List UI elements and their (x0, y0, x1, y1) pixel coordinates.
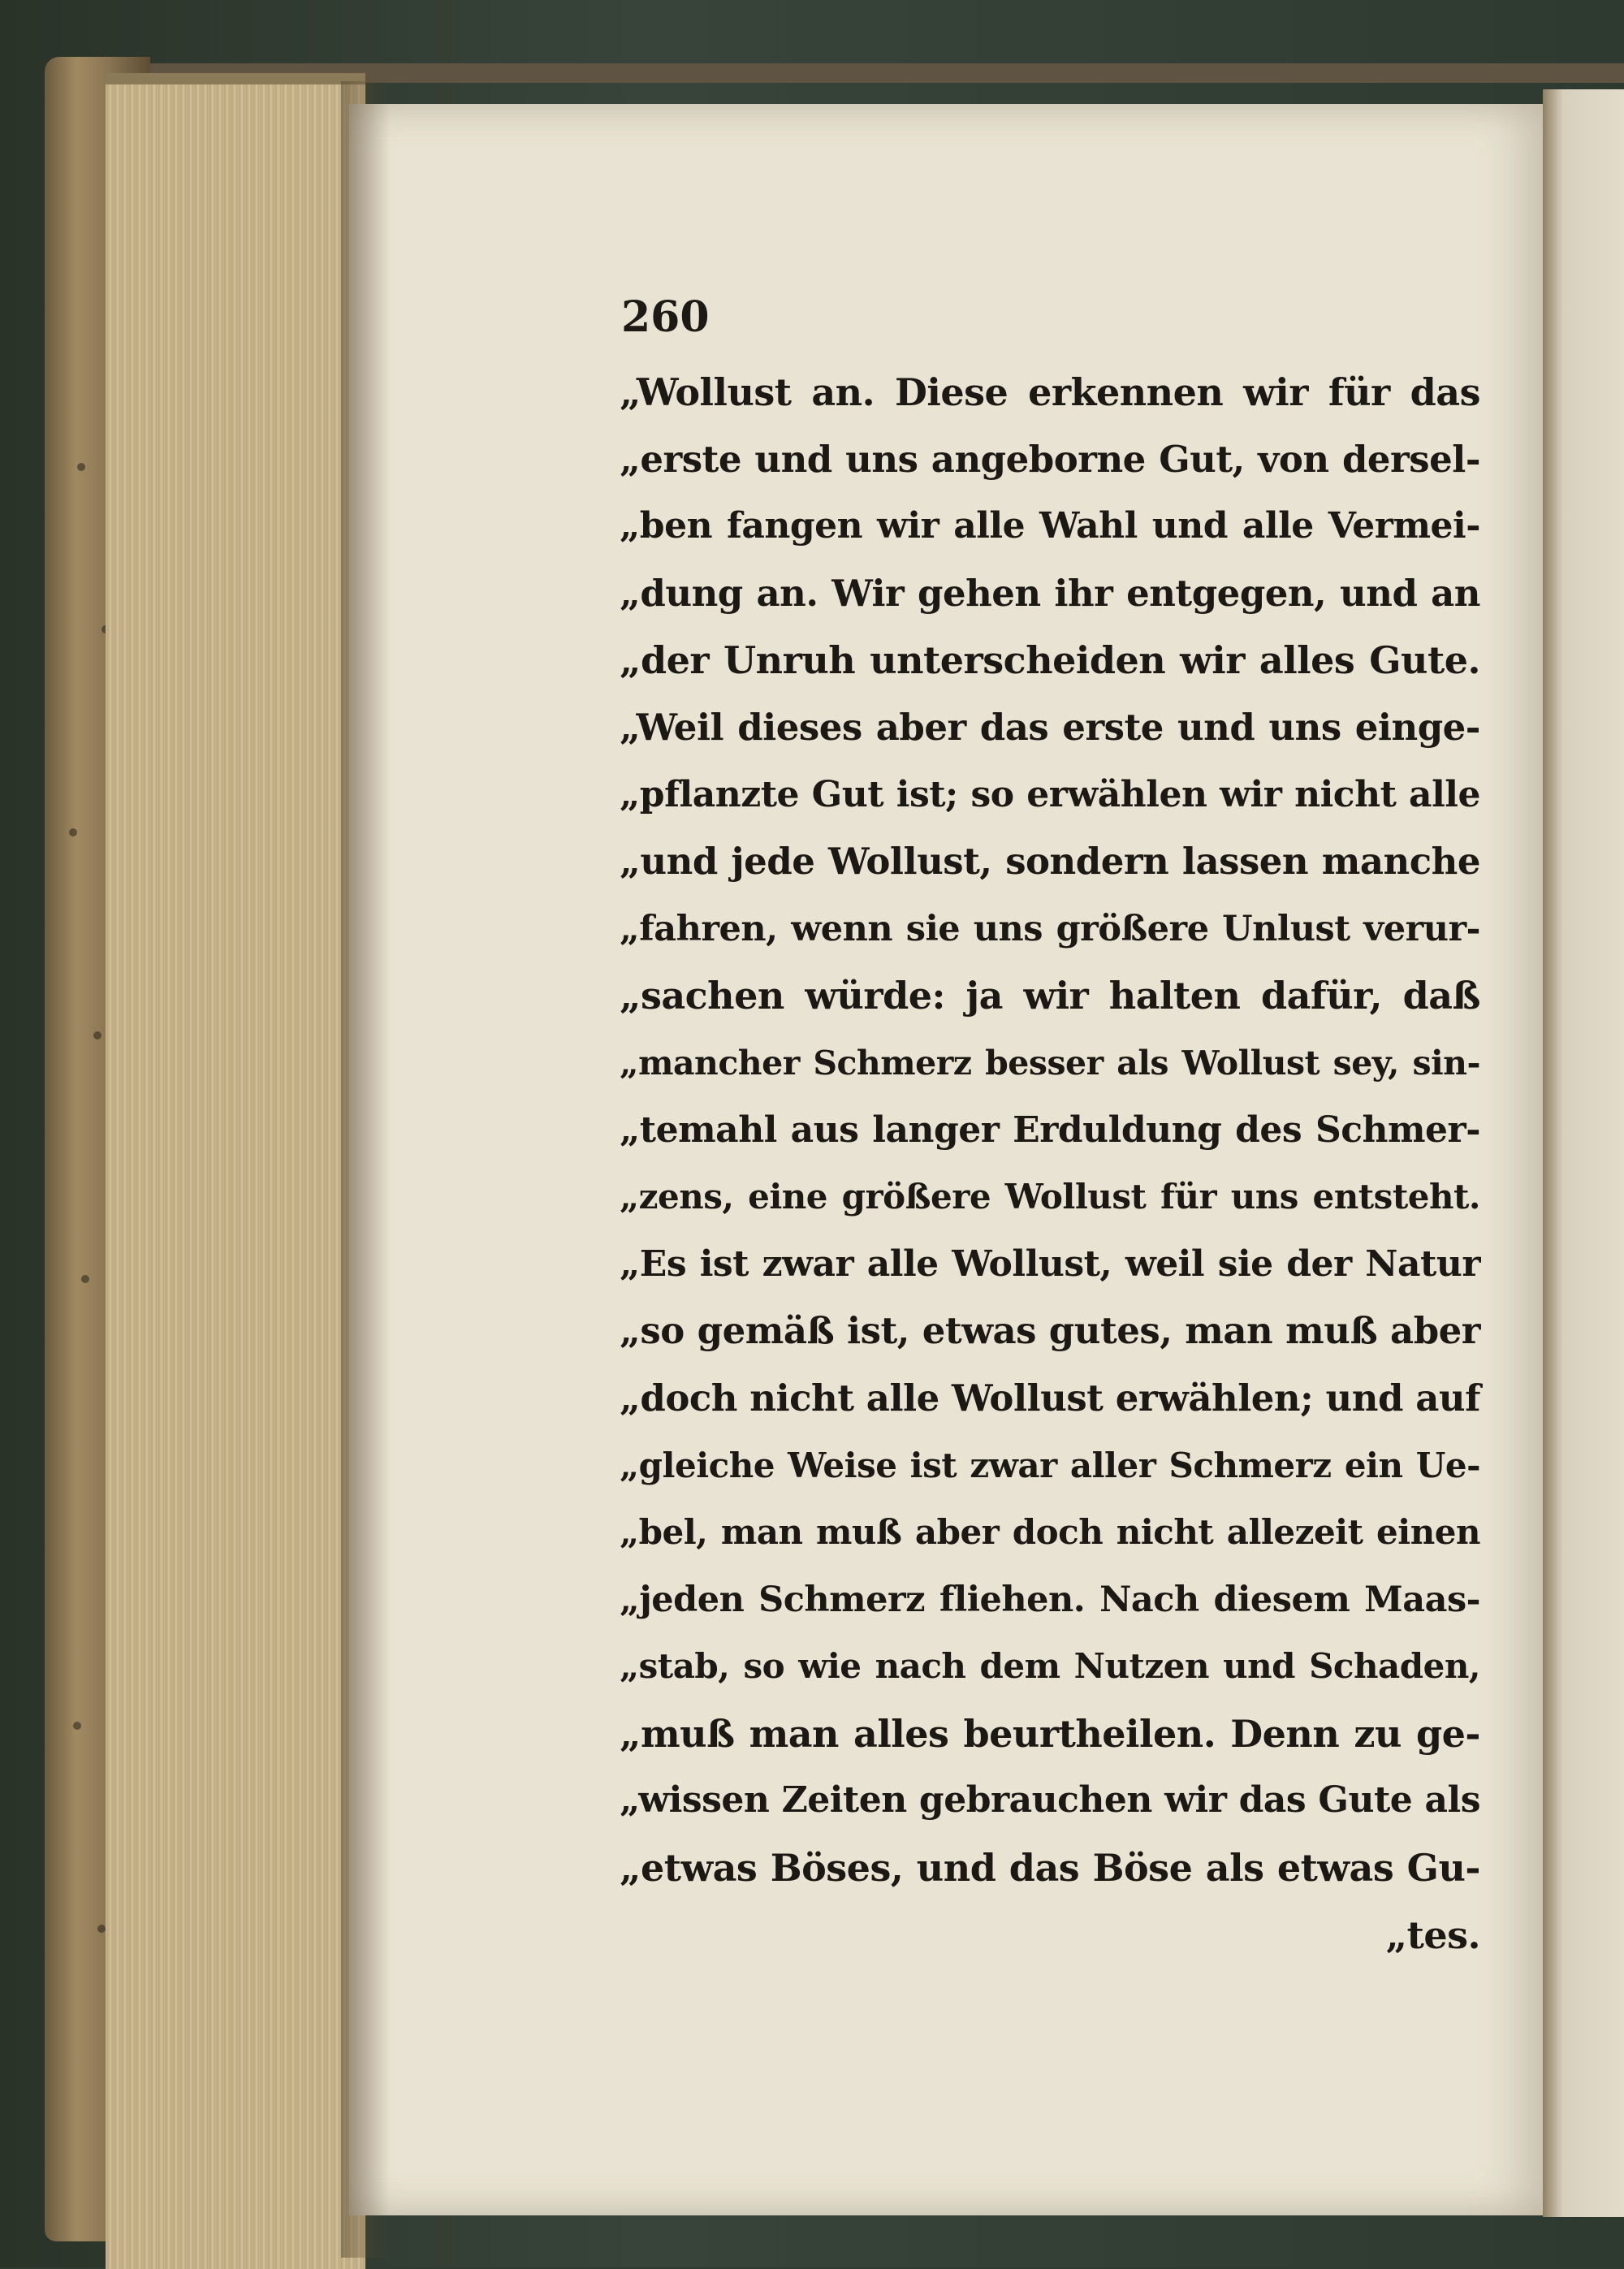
text-line: „zens, eine größere Wollust für uns entsteht. (620, 1177, 1480, 1217)
text-line: „so gemäß ist, etwas gutes, man muß aber (620, 1309, 1480, 1353)
text-line: „stab, so wie nach dem Nutzen und Schaden, (620, 1646, 1480, 1687)
text-line-catchword: „tes. (1385, 1912, 1480, 1957)
text-line: „erste und uns angeborne Gut, von dersel- (620, 437, 1480, 481)
page-number: 260 (621, 292, 710, 342)
text-line: „wissen Zeiten gebrauchen wir das Gute als (620, 1779, 1480, 1822)
facing-page-edge (1543, 89, 1624, 2217)
text-line: „sachen würde: ja wir halten dafür, daß (620, 974, 1480, 1018)
text-line: „jeden Schmerz fliehen. Nach diesem Maas- (620, 1579, 1480, 1620)
text-line: „und jede Wollust, sondern lassen manche (620, 840, 1480, 884)
text-line: „der Unruh unterscheiden wir alles Gute. (620, 638, 1480, 683)
text-line: „pflanzte Gut ist; so erwählen wir nicht alle (620, 773, 1480, 815)
text-line: „dung an. Wir gehen ihr entgegen, und an (620, 571, 1480, 615)
text-line: „etwas Böses, und das Böse als etwas Gu- (620, 1846, 1480, 1891)
page-text (620, 359, 1480, 1969)
text-line: „mancher Schmerz besser als Wollust sey, sin- (620, 1043, 1480, 1083)
text-line: „bel, man muß aber doch nicht allezeit einen (620, 1512, 1480, 1553)
gutter-shadow (341, 81, 390, 2258)
text-line: „ben fangen wir alle Wahl und alle Vermei- (620, 505, 1480, 547)
text-line: „fahren, wenn sie uns größere Unlust verur- (620, 908, 1480, 949)
text-line: „doch nicht alle Wollust erwählen; und auf (620, 1376, 1480, 1420)
text-line: „Es ist zwar alle Wollust, weil sie der Natur (620, 1243, 1480, 1285)
text-line: „temahl aus langer Erduldung des Schmer- (620, 1109, 1480, 1151)
page-block-edges (106, 73, 365, 2269)
text-line: „Wollust an. Diese erkennen wir für das (620, 370, 1480, 414)
text-line: „gleiche Weise ist zwar aller Schmerz ein Ue- (620, 1445, 1480, 1485)
text-line: „Weil dieses aber das erste und uns einge- (620, 705, 1480, 749)
text-line: „muß man alles beurtheilen. Denn zu ge- (620, 1711, 1480, 1756)
